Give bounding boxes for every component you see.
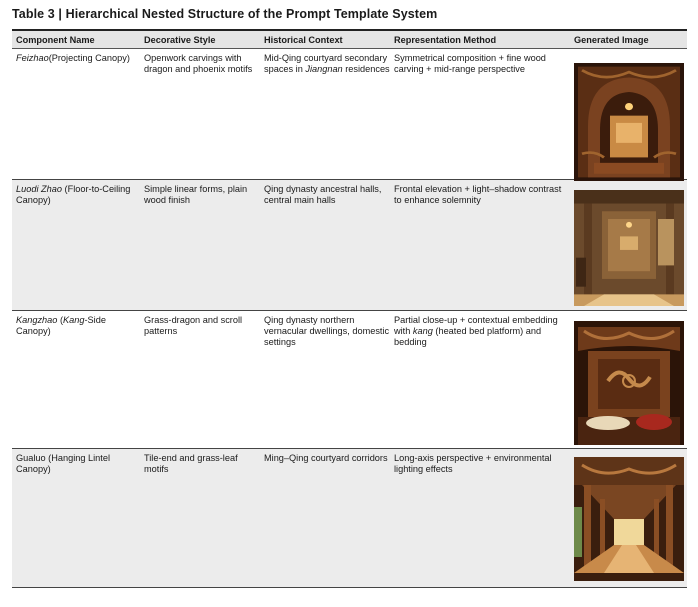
generated-image-cell	[570, 449, 687, 587]
table-row	[12, 180, 687, 311]
generated-image-cell	[570, 49, 687, 179]
decorative-style-cell: Openwork carvings with dragon and phoenix motifs	[144, 53, 253, 74]
decorative-style-cell: Grass-dragon and scroll patterns	[144, 315, 243, 336]
header-component-name: Component Name	[16, 34, 95, 45]
header-representation-method: Representation Method	[394, 34, 497, 45]
component-name-cell: Feizhao(Projecting Canopy)	[16, 53, 130, 63]
table-header-row	[12, 31, 687, 49]
data-table	[12, 29, 687, 588]
generated-image-cell	[570, 180, 687, 310]
table-row	[12, 449, 687, 588]
component-name-cell: Kangzhao (Kang-Side Canopy)	[16, 315, 106, 336]
historical-context-cell: Mid-Qing courtyard secondary spaces in Jiangnan residences	[264, 53, 390, 74]
historical-context-cell: Ming–Qing courtyard corridors	[264, 453, 388, 463]
decorative-style-cell: Simple linear forms, plain wood finish	[144, 184, 248, 205]
kang-bed-canopy-image	[574, 321, 684, 445]
decorative-style-cell: Tile-end and grass-leaf motifs	[144, 453, 238, 474]
table-title: Table 3 | Hierarchical Nested Structure of the Prompt Template System	[12, 7, 438, 21]
header-generated-image: Generated Image	[574, 34, 649, 45]
table-row	[12, 311, 687, 449]
representation-method-cell: Symmetrical composition + fine wood carving + mid-range perspective	[394, 53, 546, 74]
ancestral-hall-interior-image	[574, 190, 684, 306]
component-name-cell: Gualuo (Hanging Lintel Canopy)	[16, 453, 110, 474]
generated-image-cell	[570, 311, 687, 448]
historical-context-cell: Qing dynasty northern vernacular dwellings, domestic settings	[264, 315, 390, 347]
header-historical-context: Historical Context	[264, 34, 343, 45]
carved-canopy-interior-image	[574, 63, 684, 181]
representation-method-cell: Frontal elevation + light–shadow contrast to enhance solemnity	[394, 184, 562, 205]
representation-method-cell: Partial close-up + contextual embedding with kang (heated bed platform) and bedding	[394, 315, 558, 347]
historical-context-cell: Qing dynasty ancestral halls, central main halls	[264, 184, 382, 205]
header-decorative-style: Decorative Style	[144, 34, 216, 45]
component-name-cell: Luodi Zhao (Floor-to-Ceiling Canopy)	[16, 184, 131, 205]
corridor-perspective-image	[574, 457, 684, 581]
table-row	[12, 49, 687, 180]
representation-method-cell: Long-axis perspective + environmental lighting effects	[394, 453, 552, 474]
